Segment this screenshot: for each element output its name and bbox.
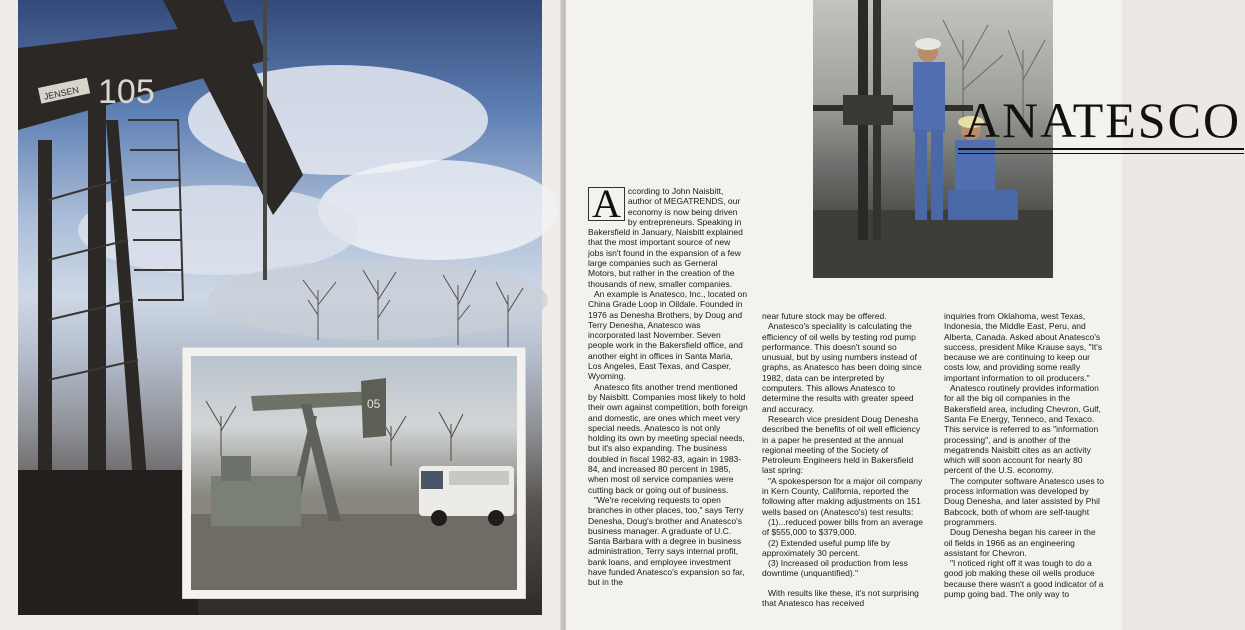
paragraph: An example is Anatesco, Inc., located on China Grade Loop in Oildale. Founded in 1976 as Denesha Brothers, by Doug and Terry Denesha, Anatesco was incorporated last November. Seven people work in the Bakersfield office, and another eight in offices in Santa Maria, Los Angeles, East Texas, and Casper, Wyoming. [588, 288, 748, 382]
quote-item: (2) Extended useful pump life by approximately 30 percent. [762, 537, 890, 558]
paragraph: ccording to John Naisbitt, author of MEGATRENDS, our economy is now being driven by entrepreneurs. Speaking in Bakersfield in January, Naisbitt explained that the most important source of new jobs isn't found in the expansion of a few large companies such as Gerneral Motors, but rather in the creation of the thousands of new, smaller companies. [588, 186, 743, 289]
title-rule [958, 148, 1244, 150]
article-column-1 [588, 181, 748, 588]
quote-paragraph: "A spokesperson for a major oil company in Kern County, California, reported the following after making adjustments on 151 wells based on (Anatesco's) test results: [762, 475, 923, 517]
pump-jack-truck-photo [191, 356, 517, 590]
paragraph: The computer software Anatesco uses to process information was developed by Doug Denesha, and later assisted by Phil Babcock, both of whom are self-taught programmers. [944, 475, 1105, 527]
paragraph: Anatesco's speciality is calculating the efficiency of oil wells by testing rod pump performance. This doesn't sound so unusual, but by using numbers instead of graphs, as Anatesco has been doing since 1982, data can be interpreted by computers. This allows Anatesco to determine the results with greater speed and accuracy. [762, 321, 922, 414]
paragraph: Anatesco fits another trend mentioned by Naisbitt. Companies most likely to hold their own against competition, both foreign and domestic, are ones which meet very special needs. Anatesco is not only holding its own by meeting special needs, but it's also expanding. The business doubled in fiscal 1982-83, again in 1983-84, and increased 80 percent in 1985, when most oil service companies were cutting back or going out of business. [588, 381, 748, 495]
article-column-3 [944, 311, 1106, 599]
paragraph: "I noticed right off it was tough to do a good job making these oil wells produce because there wasn't a good indicator of a pump going bad. The only way to [944, 558, 1104, 600]
paragraph: Research vice president Doug Denesha described the benefits of oil well efficiency in a paper he presented at the annual regional meeting of the Society of Petroleum Engineers held in Bakersfield last spring: [762, 413, 921, 476]
quote-item: (3) Increased oil production from less downtime (unquantified)." [762, 558, 908, 579]
paragraph: inquiries from Oklahoma, west Texas, Indonesia, the Middle East, Peru, and Alberta, Canada. Asked about Anatesco's success, president Mike Krause says, "It's because we are continuing to keep our costs low, and providing some really important information to oil producers." [944, 311, 1103, 383]
left-page [0, 0, 562, 630]
inset-photo-frame [183, 348, 525, 598]
paragraph: With results like these, it's not surprising that Anatesco has received [762, 587, 919, 609]
pump-number-inset: 05 [367, 397, 381, 411]
paragraph: near future stock may be offered. [762, 311, 887, 321]
paragraph: "We're receiving requests to open branches in other places, too," says Terry Denesha, Doug's brother and Anatesco's business manager. A graduate of U.C. Santa Barbara with a degree in business administration, Terry says internal profit, bank loans, and employee investment have funded Anatesco's expansion so far, but in the [588, 494, 745, 588]
article-column-2 [762, 311, 924, 608]
pump-jack-truck-illustration [191, 356, 517, 590]
paragraph: Doug Denesha began his career in the oil fields in 1966 as an engineering assistant for Chevron. [944, 527, 1096, 558]
title-rule-thin [958, 153, 1244, 154]
paragraph: Anatesco routinely provides information for all the big oil companies in the Bakersfield area, including Chevron, Gulf, Santa Fe Energy, Tenneco, and Texaco. This service is referred to as "information processing", and is another of the megatrends Naisbitt cites as an activity which will soon account for nearly 80 percent of the U.S. economy. [944, 383, 1101, 476]
pump-brand-label: JENSEN [42, 84, 80, 102]
pump-number-main: 105 [98, 73, 155, 111]
article-title: ANATESCO [963, 92, 1242, 148]
drop-cap: A [588, 187, 625, 221]
right-page [566, 0, 1242, 630]
quote-item: (1)...reduced power bills from an average of $555,000 to $379,000. [762, 516, 923, 538]
